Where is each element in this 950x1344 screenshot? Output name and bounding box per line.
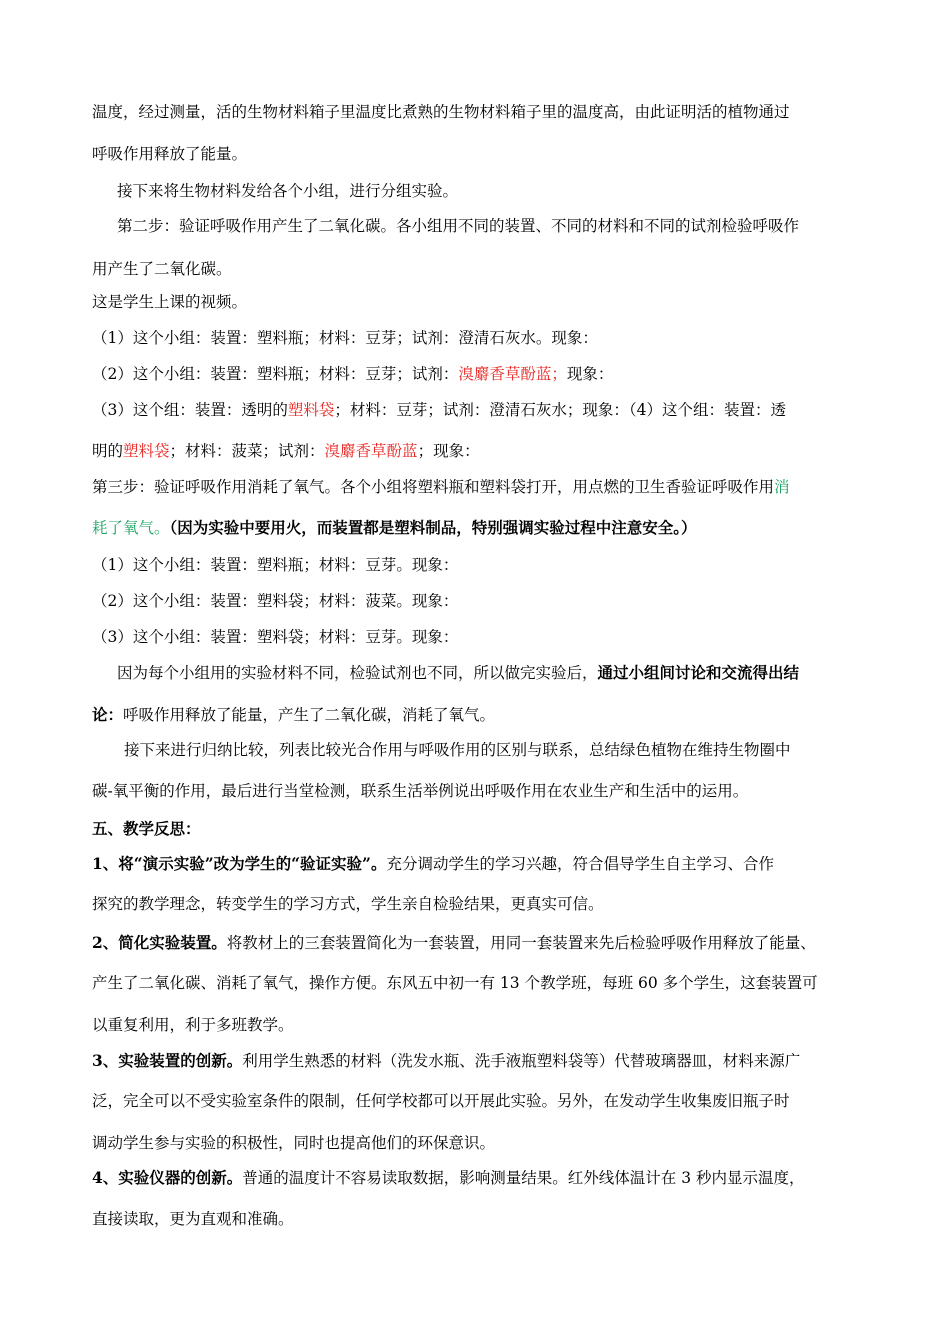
reflection-point-title: 3、实验装置的创新。 [92,1051,243,1070]
paragraph-line: 温度，经过测量，活的生物材料箱子里温度比煮熟的生物材料箱子里的温度高，由此证明活的植物通过 [92,103,790,121]
paragraph-line: 1、将“演示实验”改为学生的“验证实验”。充分调动学生的学习兴趣，符合倡导学生自主学习、合作 [92,854,774,873]
paragraph-line: 4、实验仪器的创新。普通的温度计不容易读取数据，影响测量结果。红外线体温计在 3 秒内显示温度， [92,1168,805,1187]
list-item: （3）这个组：装置：透明的塑料袋；材料：豆芽；试剂：澄清石灰水；现象：（4）这个组：装置：透 [92,401,787,419]
paragraph-line: 泛，完全可以不受实验室条件的限制，任何学校都可以开展此实验。另外，在发动学生收集废旧瓶子时 [92,1092,790,1110]
material-highlight: 塑料袋 [123,442,170,460]
list-item: （2）这个小组：装置：塑料瓶；材料：豆芽；试剂：溴麝香草酚蓝；现象： [92,365,614,383]
paragraph-line: 呼吸作用释放了能量。 [92,145,248,163]
paragraph-line: 产生了二氧化碳、消耗了氧气，操作方便。东风五中初一有 13 个教学班，每班 60 多个学生，这套装置可 [92,974,818,992]
paragraph-line: 3、实验装置的创新。利用学生熟悉的材料（洗发水瓶、洗手液瓶塑料袋等）代替玻璃器皿，材料来源广 [92,1051,801,1070]
paragraph-line: 2、简化实验装置。将教材上的三套装置简化为一套装置，用同一套装置来先后检验呼吸作用释放了能量、 [92,933,816,952]
reflection-point-title: 1、将“演示实验”改为学生的“验证实验”。 [92,854,387,873]
safety-note: （因为实验中要用火，而装置都是塑料制品，特别强调实验过程中注意安全。） [169,518,697,537]
paragraph-line: 探究的教学理念，转变学生的学习方式，学生亲自检验结果，更真实可信。 [92,895,604,913]
paragraph-line: 碳-氧平衡的作用，最后进行当堂检测，联系生活举例说出呼吸作用在农业生产和生活中的运用。 [92,782,749,800]
list-item: （1）这个小组：装置：塑料瓶；材料：豆芽。现象： [92,556,459,574]
reflection-point-title: 4、实验仪器的创新。 [92,1168,243,1187]
paragraph-line: 接下来进行归纳比较，列表比较光合作用与呼吸作用的区别与联系，总结绿色植物在维持生物圈中 [124,741,791,759]
reflection-point-title: 2、简化实验装置。 [92,933,227,952]
material-highlight: 塑料袋 [287,401,335,419]
reagent-highlight: 溴麝香草酚蓝； [458,365,567,383]
oxygen-highlight: 消 [774,478,790,496]
paragraph-line: 用产生了二氧化碳。 [92,260,232,278]
paragraph-line: 第三步：验证呼吸作用消耗了氧气。各个小组将塑料瓶和塑料袋打开，用点燃的卫生香验证呼吸作用消 [92,478,790,496]
paragraph-line: 接下来将生物材料发给各个小组，进行分组实验。 [117,182,459,200]
conclusion-emphasis: 论： [92,705,124,724]
paragraph-line: 调动学生参与实验的积极性，同时也提高他们的环保意识。 [92,1134,496,1152]
conclusion-emphasis: 通过小组间讨论和交流得出结 [597,663,800,682]
list-item: 明的塑料袋；材料：菠菜；试剂：溴麝香草酚蓝；现象： [92,442,480,460]
paragraph-line: 这是学生上课的视频。 [92,293,248,311]
list-item: （1）这个小组：装置：塑料瓶；材料：豆芽；试剂：澄清石灰水。现象： [92,329,598,347]
paragraph-line: 以重复利用，利于多班教学。 [92,1016,294,1034]
list-item: （3）这个小组：装置：塑料袋；材料：豆芽。现象： [92,628,459,646]
paragraph-line: 论：呼吸作用释放了能量，产生了二氧化碳，消耗了氧气。 [92,705,496,724]
paragraph-line: 直接读取，更为直观和准确。 [92,1210,294,1228]
section-heading: 五、教学反思： [92,819,201,838]
paragraph-line: 第二步：验证呼吸作用产生了二氧化碳。各小组用不同的装置、不同的材料和不同的试剂检验呼吸作 [117,217,800,235]
oxygen-highlight: 耗了氧气。 [92,519,170,537]
list-item: （2）这个小组：装置：塑料袋；材料：菠菜。现象： [92,592,459,610]
paragraph-line [92,517,697,539]
paragraph-line: 因为每个小组用的实验材料不同，检验试剂也不同，所以做完实验后，通过小组间讨论和交流得出结 [117,663,800,682]
reagent-highlight: 溴麝香草酚蓝 [324,442,418,460]
